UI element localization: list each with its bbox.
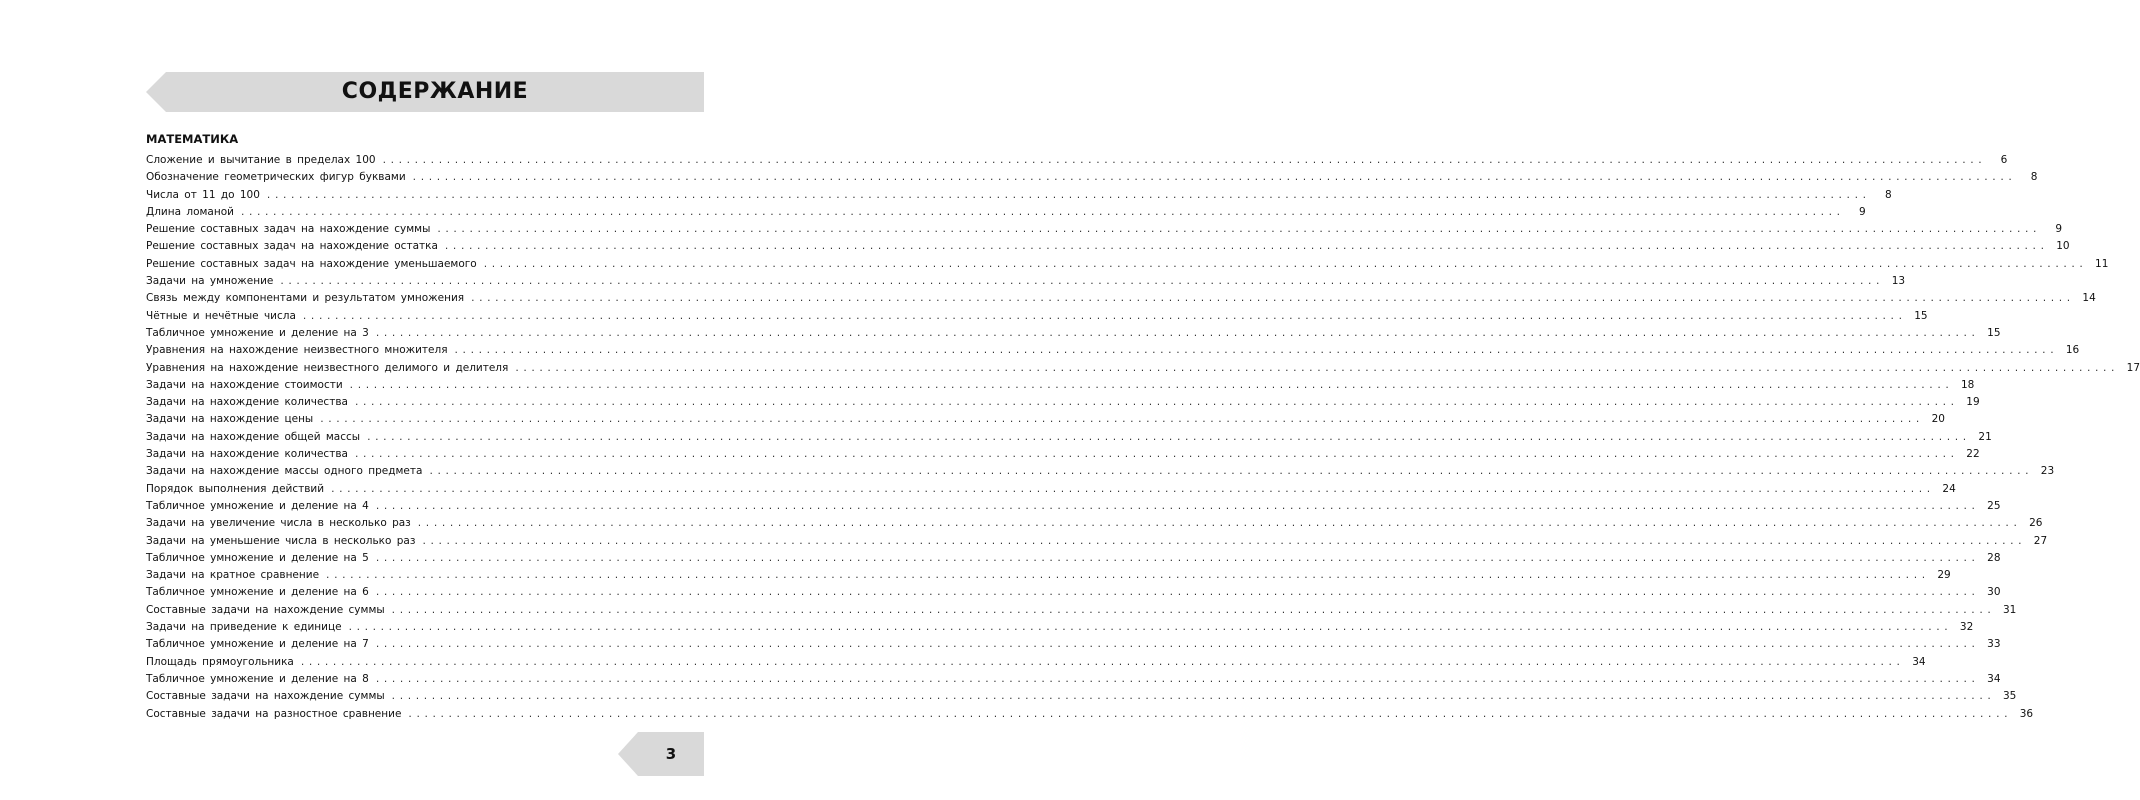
toc-entry (146, 256, 2109, 273)
toc-dot-leader: ........................................................................................................................................................................................................ (366, 432, 1970, 443)
toc-dot-leader: ........................................................................................................................................................................................................ (428, 467, 2033, 478)
toc-entry (146, 325, 2001, 342)
toc-entry-title: Задачи на уменьшение числа в несколько раз (146, 534, 416, 547)
toc-entry (146, 654, 1926, 671)
toc-entry-title: Порядок выполнения действий (146, 482, 325, 495)
toc-entry-page: 29 (1937, 569, 1951, 582)
toc-entry-title: Задачи на приведение к единице (146, 621, 342, 634)
toc-entry-title: Обозначение геометрических фигур буквами (146, 171, 406, 184)
toc-entry (146, 152, 2008, 169)
toc-entry-page: 9 (2055, 223, 2063, 236)
toc-entry (146, 411, 1945, 428)
toc-entry-title: Составные задачи на нахождение суммы (146, 690, 385, 703)
toc-entry-page: 8 (2030, 171, 2038, 184)
toc-entry (146, 584, 2001, 601)
toc-entry-page: 36 (2019, 707, 2034, 720)
toc-entry (146, 290, 2096, 307)
toc-entry (146, 238, 2070, 255)
toc-entry-page: 27 (2033, 534, 2048, 547)
toc-entry-page: 21 (1978, 430, 1992, 443)
toc-entry-title: Задачи на нахождение количества (146, 396, 348, 409)
toc-entry-page: 20 (1931, 413, 1945, 426)
toc-entry-title: Задачи на нахождение стоимости (146, 378, 343, 391)
toc-entry (146, 636, 2001, 653)
toc-entry-page: 32 (1959, 621, 1974, 634)
page-number: 3 (665, 745, 677, 763)
toc-entry-page: 11 (2095, 257, 2109, 270)
toc-entry (146, 394, 1980, 411)
toc-entry (146, 688, 2017, 705)
toc-entry (146, 481, 1956, 498)
table-of-contents (146, 152, 2140, 723)
toc-entry-title: Площадь прямоугольника (146, 655, 294, 668)
toc-entry (146, 533, 2048, 550)
toc-dot-leader: ........................................................................................................................................................................................................ (299, 657, 1904, 668)
toc-entry-page: 31 (2003, 603, 2017, 616)
toc-entry-title: Задачи на нахождение количества (146, 448, 348, 461)
toc-entry (146, 671, 2001, 688)
toc-entry-title: Табличное умножение и деление на 8 (146, 672, 369, 685)
toc-entry-title: Задачи на увеличение числа в несколько раз (146, 517, 411, 530)
section-heading: МАТЕМАТИКА (146, 132, 239, 146)
toc-entry (146, 619, 1974, 636)
toc-entry-page: 18 (1961, 378, 1975, 391)
toc-dot-leader: ........................................................................................................................................................................................................ (265, 190, 1870, 201)
toc-entry-page: 33 (1987, 638, 2001, 651)
toc-dot-leader: ........................................................................................................................................................................................................ (348, 380, 1953, 391)
page-title: СОДЕРЖАНИЕ (341, 79, 529, 104)
toc-dot-leader: ........................................................................................................................................................................................................ (390, 692, 1995, 703)
toc-dot-leader: ........................................................................................................................................................................................................ (421, 536, 2026, 547)
toc-entry (146, 429, 1992, 446)
toc-entry (146, 204, 1866, 221)
toc-dot-leader: ........................................................................................................................................................................................................ (374, 588, 1979, 599)
toc-entry (146, 308, 1928, 325)
toc-entry (146, 463, 2055, 480)
toc-dot-leader: ........................................................................................................................................................................................................ (381, 156, 1986, 166)
toc-dot-leader: ........................................................................................................................................................................................................ (347, 623, 1952, 634)
toc-entry (146, 706, 2034, 723)
toc-dot-leader: ........................................................................................................................................................................................................ (436, 225, 2041, 236)
toc-entry-title: Задачи на нахождение общей массы (146, 430, 361, 443)
toc-entry-page: 8 (1884, 188, 1892, 201)
toc-entry (146, 342, 2080, 359)
toc-entry-page: 35 (2003, 690, 2017, 703)
toc-entry-page: 14 (2082, 292, 2096, 305)
toc-entry (146, 550, 2001, 567)
toc-entry-title: Уравнения на нахождение неизвестного множителя (146, 344, 448, 357)
toc-entry-page: 34 (1912, 655, 1926, 668)
toc-entry (146, 221, 2063, 238)
toc-entry-title: Задачи на нахождение цены (146, 413, 314, 426)
toc-entry (146, 602, 2017, 619)
toc-entry-page: 19 (1966, 396, 1980, 409)
toc-entry (146, 169, 2038, 186)
toc-entry-page: 6 (2000, 154, 2008, 166)
toc-entry (146, 515, 2043, 532)
toc-entry-page: 15 (1914, 309, 1928, 322)
toc-dot-leader: ........................................................................................................................................................................................................ (353, 450, 1958, 461)
toc-entry-title: Связь между компонентами и результатом умножения (146, 292, 465, 305)
toc-entry-title: Решение составных задач на нахождение остатка (146, 240, 438, 253)
toc-dot-leader: ........................................................................................................................................................................................................ (374, 674, 1979, 685)
toc-dot-leader: ........................................................................................................................................................................................................ (416, 519, 2021, 530)
toc-dot-leader: ........................................................................................................................................................................................................ (374, 553, 1979, 564)
toc-dot-leader: ........................................................................................................................................................................................................ (319, 415, 1923, 426)
toc-entry-page: 22 (1966, 448, 1980, 461)
toc-entry-title: Табличное умножение и деление на 5 (146, 551, 369, 564)
toc-entry-title: Сложение и вычитание в пределах 100 (146, 154, 376, 166)
toc-entry (146, 567, 1951, 584)
toc-entry-page: 13 (1891, 275, 1906, 288)
toc-entry (146, 273, 1906, 290)
toc-entry-title: Задачи на кратное сравнение (146, 569, 320, 582)
toc-dot-leader: ........................................................................................................................................................................................................ (443, 242, 2048, 253)
toc-entry-title: Решение составных задач на нахождение уменьшаемого (146, 257, 477, 270)
toc-entry-page: 23 (2040, 465, 2055, 478)
toc-entry-page: 28 (1987, 551, 2001, 564)
toc-entry (146, 446, 1980, 463)
toc-entry-page: 25 (1987, 499, 2001, 512)
toc-entry-title: Составные задачи на разностное сравнение (146, 707, 402, 720)
toc-dot-leader: ........................................................................................................................................................................................................ (482, 259, 2087, 270)
toc-dot-leader: ........................................................................................................................................................................................................ (301, 311, 1906, 322)
toc-entry-page: 26 (2029, 517, 2043, 530)
toc-dot-leader: ........................................................................................................................................................................................................ (239, 207, 1844, 218)
toc-entry (146, 377, 1975, 394)
toc-entry-title: Табличное умножение и деление на 3 (146, 326, 369, 339)
toc-entry-title: Табличное умножение и деление на 6 (146, 586, 369, 599)
toc-entry-title: Чётные и нечётные числа (146, 309, 296, 322)
toc-dot-leader: ........................................................................................................................................................................................................ (407, 709, 2012, 720)
toc-dot-leader: ........................................................................................................................................................................................................ (325, 571, 1929, 582)
toc-dot-leader: ........................................................................................................................................................................................................ (330, 484, 1934, 495)
toc-entry-page: 16 (2065, 344, 2080, 357)
toc-entry-title: Решение составных задач на нахождение суммы (146, 223, 431, 236)
toc-entry (146, 360, 2140, 377)
toc-entry-title: Табличное умножение и деление на 4 (146, 499, 369, 512)
toc-dot-leader: ........................................................................................................................................................................................................ (374, 501, 1979, 512)
toc-dot-leader: ........................................................................................................................................................................................................ (353, 398, 1958, 409)
toc-entry-page: 34 (1987, 672, 2001, 685)
toc-dot-leader: ........................................................................................................................................................................................................ (374, 640, 1979, 651)
toc-entry-page: 15 (1987, 326, 2001, 339)
toc-entry-page: 24 (1942, 482, 1956, 495)
toc-entry-title: Уравнения на нахождение неизвестного делимого и делителя (146, 361, 509, 374)
toc-dot-leader: ........................................................................................................................................................................................................ (470, 294, 2074, 305)
toc-dot-leader: ........................................................................................................................................................................................................ (390, 605, 1995, 616)
toc-dot-leader: ........................................................................................................................................................................................................ (411, 173, 2016, 184)
toc-dot-leader: ........................................................................................................................................................................................................ (453, 346, 2058, 357)
toc-entry-title: Составные задачи на нахождение суммы (146, 603, 385, 616)
toc-dot-leader: ........................................................................................................................................................................................................ (279, 277, 1884, 288)
toc-dot-leader: ........................................................................................................................................................................................................ (514, 363, 2119, 374)
toc-dot-leader: ........................................................................................................................................................................................................ (374, 328, 1979, 339)
toc-entry-title: Длина ломаной (146, 205, 234, 218)
toc-entry-page: 30 (1987, 586, 2001, 599)
toc-entry-title: Числа от 11 до 100 (146, 188, 260, 201)
toc-entry-page: 17 (2126, 361, 2140, 374)
toc-entry-title: Задачи на нахождение массы одного предмета (146, 465, 423, 478)
toc-entry-title: Табличное умножение и деление на 7 (146, 638, 369, 651)
toc-entry (146, 187, 1892, 204)
toc-entry-title: Задачи на умножение (146, 275, 274, 288)
toc-entry (146, 498, 2001, 515)
toc-entry-page: 10 (2056, 240, 2070, 253)
toc-entry-page: 9 (1859, 205, 1866, 218)
